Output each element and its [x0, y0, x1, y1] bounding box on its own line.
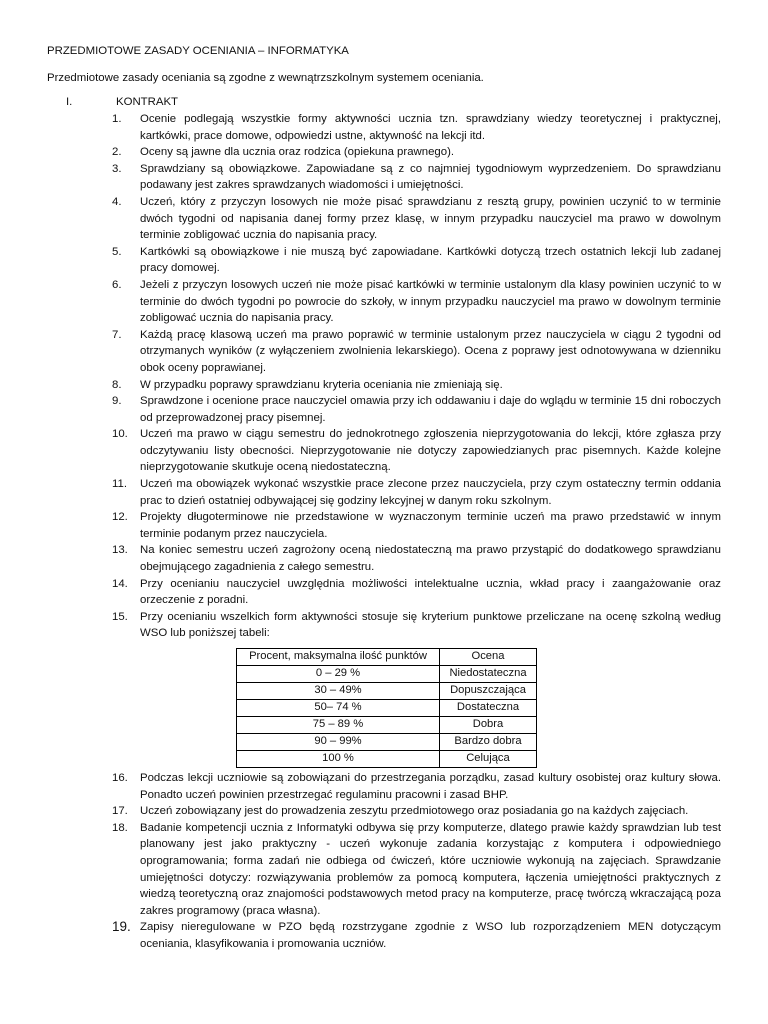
list-item — [0, 509, 721, 542]
percent-cell: 0 – 29 % — [237, 666, 440, 683]
item-text: Uczeń zobowiązany jest do prowadzenia zeszytu przedmiotowego oraz posiadania go na każdych zajęciach. — [140, 805, 689, 818]
item-number: 4. — [112, 195, 122, 208]
list-item — [0, 770, 721, 803]
percent-cell: 50– 74 % — [237, 700, 440, 717]
list-item — [0, 277, 721, 327]
item-number: 13. — [112, 544, 128, 557]
item-number: 18. — [112, 821, 128, 834]
item-text: Uczeń, który z przyczyn losowych nie może pisać sprawdzianu z resztą grupy, powinien uczynić to w terminie dwóch tygodni od napisania danej formy przez klasę, w innym przypadku nauczyciel ma prawo w dowolnym terminie zobligować ucznia do napisania pracy. — [140, 195, 721, 242]
item-number: 6. — [112, 278, 122, 291]
item-text: Ocenie podlegają wszystkie formy aktywności ucznia tzn. sprawdziany wiedzy teoretycznej i praktycznej, kartkówki, prace domowe, odpowiedzi ustne, aktywność na lekcji itd. — [140, 113, 721, 142]
table-row — [237, 717, 537, 734]
rules-list — [0, 111, 768, 953]
item-text: Kartkówki są obowiązkowe i nie muszą być zapowiadane. Kartkówki dotyczą trzech ostatnich lekcji lub zadanej pracy domowej. — [140, 245, 721, 275]
item-number: 16. — [112, 772, 128, 784]
item-text: Na koniec semestru uczeń zagrożony oceną niedostateczną ma prawo przystąpić do dodatkowego sprawdzianu obejmującego zagadnienia z całego semestru. — [140, 544, 721, 574]
table-row — [237, 734, 537, 751]
item-text: Każdą pracę klasową uczeń ma prawo poprawić w terminie ustalonym przez nauczyciela w ciągu 2 tygodni od otrzymanych wyników (z wyłączeniem zwolnienia lekarskiego). Ocena z poprawy jest odnotowywana w dzienniku obok oceny poprawianej. — [140, 328, 721, 374]
grade-cell: Celująca — [440, 751, 537, 768]
list-item — [0, 476, 721, 509]
list-item — [0, 803, 721, 820]
item-number: 10. — [112, 428, 128, 441]
table-header-row — [237, 649, 537, 666]
column-header-percent: Procent, maksymalna ilość punktów — [237, 649, 440, 666]
item-number: 7. — [112, 328, 122, 341]
item-number: 3. — [112, 162, 122, 175]
table-row — [237, 666, 537, 683]
list-item — [0, 542, 721, 575]
item-text: Uczeń ma obowiązek wykonać wszystkie prace zlecone przez nauczyciela, przy czym ostateczny termin oddania prac to dzień ostatniej odbywającej się godziny lekcyjnej w danym roku szkolnym. — [140, 478, 721, 507]
column-header-grade: Ocena — [440, 649, 537, 666]
grade-cell: Dobra — [440, 717, 537, 734]
intro-paragraph: Przedmiotowe zasady oceniania są zgodne z wewnątrzszkolnym systemem oceniania. — [47, 72, 484, 84]
item-text: Jeżeli z przyczyn losowych uczeń nie może pisać kartkówki w terminie ustalonym dla klasy powinien uczynić to w terminie do dwóch tygodni po powrocie do szkoły, w innym przypadku nauczyciel ma prawo w dowolnym terminie zobligować ucznia do napisania pracy. — [140, 278, 721, 325]
list-item — [0, 426, 721, 476]
list-item — [0, 161, 721, 194]
item-number: 11. — [112, 478, 127, 491]
grade-cell: Bardzo dobra — [440, 734, 537, 751]
list-item — [0, 576, 721, 609]
item-text: Uczeń ma prawo w ciągu semestru do jednokrotnego zgłoszenia nieprzygotowania do lekcji, które zgłasza przy odczytywaniu listy obecności. Nieprzygotowanie nie dotyczy zapowiedzianych prac pisemnych. Każde kolejne nieprzygotowanie skutkuje oceną niedostateczną. — [140, 428, 721, 474]
item-text: Sprawdziany są obowiązkowe. Zapowiadane są z co najmniej tygodniowym wyprzedzeniem. Do sprawdzianu podawany jest zakres sprawdzanych wiadomości i umiejętności. — [140, 162, 721, 192]
list-item — [0, 820, 721, 920]
list-item — [0, 327, 721, 377]
item-number: 15. — [112, 610, 128, 623]
item-number: 12. — [112, 511, 128, 524]
item-text: Sprawdzone i ocenione prace nauczyciel omawia przy ich oddawaniu i daje do wglądu w terminie 15 dni roboczych od przeprowadzonej pracy pisemnej. — [140, 395, 721, 424]
percent-cell: 90 – 99% — [237, 734, 440, 751]
item-text: Projekty długoterminowe nie przedstawione w wyznaczonym terminie uczeń ma prawo przedstawić w innym terminie podanym przez nauczyciela. — [140, 511, 721, 540]
item-number: 2. — [112, 146, 122, 159]
grade-table — [236, 648, 537, 768]
percent-cell: 75 – 89 % — [237, 717, 440, 734]
item-text: Oceny są jawne dla ucznia oraz rodzica (opiekuna prawnego). — [140, 146, 455, 159]
section-number: I. — [66, 96, 73, 108]
table-row — [237, 751, 537, 768]
item-number: 8. — [112, 378, 122, 391]
table-row — [237, 683, 537, 700]
document-title: PRZEDMIOTOWE ZASADY OCENIANIA – INFORMATYKA — [47, 45, 349, 57]
item-text: Przy ocenianiu nauczyciel uwzględnia możliwości intelektualne ucznia, wkład pracy i zaangażowanie oraz orzeczenie z poradni. — [140, 577, 721, 607]
list-item — [0, 144, 721, 161]
grade-cell: Niedostateczna — [440, 666, 537, 683]
item-text: Przy ocenianiu wszelkich form aktywności stosuje się kryterium punktowe przeliczane na ocenę szkolną według WSO lub poniższej tabeli: — [140, 610, 721, 640]
item-text: Zapisy nieregulowane w PZO będą rozstrzygane zgodnie z WSO lub rozporządzeniem MEN dotyczącym oceniania, klasyfikowania i promowania uczniów. — [140, 921, 721, 950]
item-text: Badanie kompetencji ucznia z Informatyki odbywa się przy komputerze, dlatego prawie każdy sprawdzian lub test planowany jest jako praktyczny - uczeń wykonuje zadania korzystając z komputera i odpowiedniego oprogramowania; forma zadań nie odbiega od ćwiczeń, które uczniowie wykonują na zajęciach. Sprawdzanie umiejętności dotyczy: rozwiązywania problemów za pomocą komputera, łączenia umiejętności praktycznych z wiedzą teoretyczną oraz znajomości podstawowych metod pracy na komputerze, pracę twórczą wkraczającą poza zakres programowy (praca własna). — [140, 821, 721, 917]
item-number: 17. — [112, 805, 128, 818]
item-number: 1. — [112, 113, 122, 125]
grade-cell: Dostateczna — [440, 700, 537, 717]
list-item — [0, 609, 721, 768]
section-title: KONTRAKT — [116, 96, 179, 108]
item-number: 14. — [112, 577, 128, 590]
grade-cell: Dopuszczająca — [440, 683, 537, 700]
item-number: 5. — [112, 245, 122, 258]
percent-cell: 30 – 49% — [237, 683, 440, 700]
percent-cell: 100 % — [237, 751, 440, 768]
list-item — [0, 244, 721, 277]
item-text: Podczas lekcji uczniowie są zobowiązani do przestrzegania porządku, zasad kultury osobistej oraz kultury słowa. Ponadto uczeń powinien przestrzegać regulaminu pracowni i zasad BHP. — [140, 772, 721, 801]
table-row — [237, 700, 537, 717]
item-number: 9. — [112, 395, 122, 408]
list-item — [0, 111, 721, 144]
list-item — [0, 393, 721, 426]
list-item — [0, 194, 721, 244]
item-number: 19. — [112, 919, 131, 935]
item-text: W przypadku poprawy sprawdzianu kryteria oceniania nie zmieniają się. — [140, 378, 503, 391]
list-item — [0, 919, 721, 952]
list-item — [0, 377, 721, 394]
